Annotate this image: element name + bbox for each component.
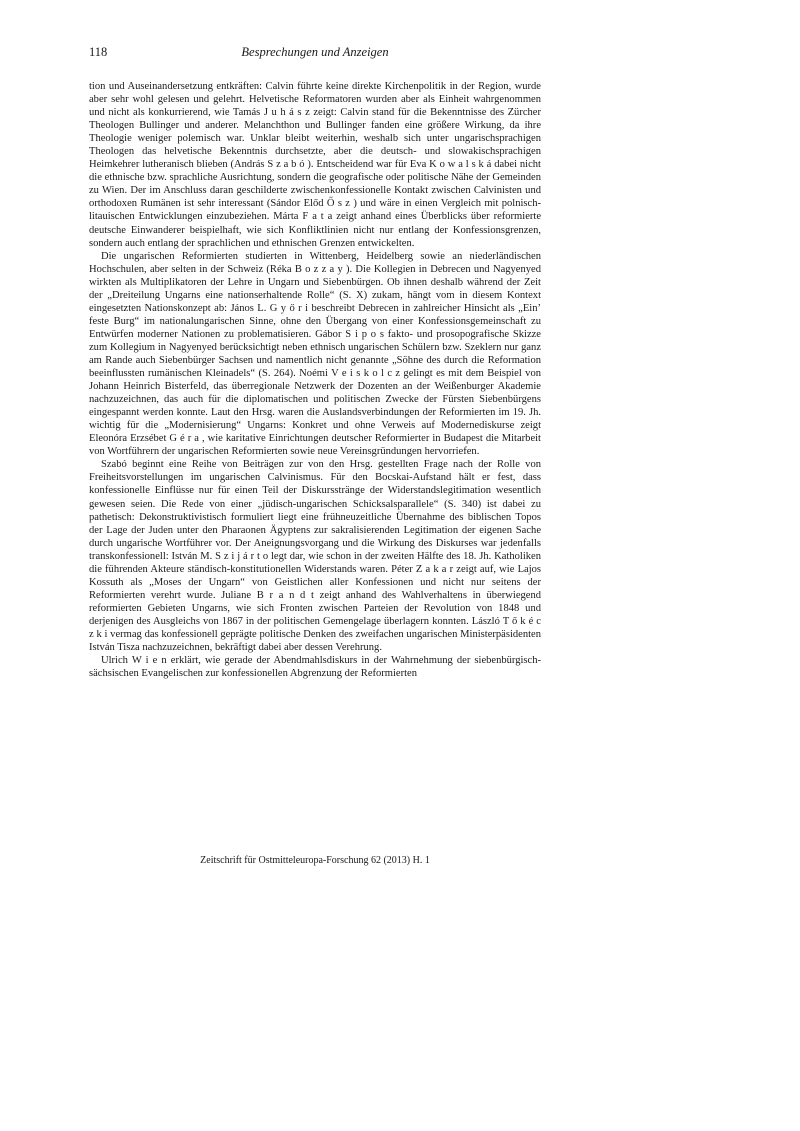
page-number: 118 [89, 45, 108, 59]
paragraph-3: Szabó beginnt eine Reihe von Beiträgen zur von den Hrsg. gestellten Frage nach der Rolle von Freiheitsvorstellungen im ungarischen Calvinismus. Für den Bocskai-Aufstand hält er fest, dass konfessionelle Einflüsse nur für einen Teil der Diskursstränge der Widerstandslegitimation wesentlich gewesen seien. Die Rede von einer „jüdisch-ungarischen Schicksalsparallele“ (S. 340) ist dabei zu pathetisch: Dekonstruktivistisch formuliert liegt eine frühneuzeitliche Übernahme des biblischen Topos der Lage der Juden unter den Pharaonen Ägyptens zur sakralisierenden Legitimation der eigenen Sache durch ungarische Wortführer vor. Der Aneignungsvorgang und die Wirkung des Diskurses war jedenfalls transkonfessionell: István M. S z i j á r t o legt dar, wie schon in der zweiten Hälfte des 18. Jh. Katholiken die führenden Akteure ständisch-konstitutionellen Widerstands waren. Péter Z a k a r zeigt auf, wie Lajos Kossuth als „Moses der Ungarn“ von Geistlichen aller Konfessionen und nicht nur seitens der Reformierten verehrt wurde. Juliane B r a n d t zeigt anhand des Wahlverhaltens in überwiegend reformierten Gebieten Ungarns, wie sich Fronten zwischen Parteien der Revolution von 1848 und derjenigen des Ausgleichs von 1867 in der politischen Gemengelage überlagern konnten. László T ő k é c z k i vermag das konfessionell geprägte politische Denken des zweifachen ungarischen Ministerpäsidenten István Tisza nachzuzeichnen, bekräftigt dabei aber dessen Verehrung. [89, 459, 541, 654]
paragraph-4: Ulrich W i e n erklärt, wie gerade der Abendmahlsdiskurs in der Wahrnehmung der siebenbürgisch-sächsischen Evangelischen zur konfessionellen Abgrenzung der Reformierten [89, 655, 541, 680]
running-header [89, 45, 541, 63]
paragraph-2: Die ungarischen Reformierten studierten in Wittenberg, Heidelberg sowie an niederländischen Hochschulen, aber selten in der Schweiz (Réka B o z z a y ). Die Kollegien in Debrecen und Nagyenyed wirkten als Multiplikatoren der Lehre in Ungarn und Siebenbürgen. Ob ihnen deshalb während der Zeit der „Dreiteilung Ungarns eine nationserhaltende Rolle“ (S. X) zukam, hängt vom in diesem Kontext eingesetzten Nationskonzept ab: János L. G y ő r i beschreibt Debrecen in zahlreicher Hinsicht als „Ein’ feste Burg“ im nationalungarischen Sinne, ohne den Übergang von einer Konfessionsgemeinschaft zu Entwürfen moderner Nationen zu problematisieren. Gábor S i p o s fakto- und prosopografische Skizze zum Kollegium in Nagyenyed berücksichtigt neben ethnisch ungarischen Schülern bzw. Szeklern nur ganz am Rande auch Siebenbürger Sachsen und namentlich nicht genannte „Söhne des durch die Reformation beeinflussten rumänischen Kleinadels“ (S. 264). Noémi V e i s k o l c z gelingt es mit dem Beispiel von Johann Heinrich Bisterfeld, das überregionale Netzwerk der Dozenten an der Weißenburger Akademie nachzuzeichnen, das auch für die diplomatischen und politischen Zwecke der Fürsten Siebenbürgens eingespannt werden konnte. Laut den Hrsg. waren die Auslandsverbindungen der Reformierten im 19. Jh. wichtig für die „Modernisierung“ Ungarns: Konkret und ohne Verweis auf Modernediskurse zeigt Eleonóra Erzsébet G é r a , wie karitative Einrichtungen deutscher Reformierter in Budapest die Mitarbeit von Wortführern der ungarischen Reformierten sowie neue Vereinsgründungen hervorriefen. [89, 250, 541, 458]
journal-footer: Zeitschrift für Ostmitteleuropa-Forschung 62 (2013) H. 1 [200, 855, 430, 866]
document-page [89, 45, 541, 866]
body-text [89, 80, 541, 680]
running-title: Besprechungen und Anzeigen [241, 45, 389, 59]
paragraph-1: tion und Auseinandersetzung entkräften: Calvin führte keine direkte Kirchenpolitik in der Region, wurde aber sehr wohl gelesen und gelehrt. Helvetische Reformatoren wurden aber als Einheit wahrgenommen und nicht als konkurrierend, wie Tamás J u h á s z zeigt: Calvin stand für die Bekenntnisse des Zürcher Theologen Bullinger und anderer. Melanchthon und Bullinger fanden eine größere Wirkung, da ihre Theologie weniger polemisch war. Unklar bleibt weiterhin, weshalb sich unter ungarischsprachigen Theologen das helvetische Bekenntnis durchsetzte, aber die deutsch- und slowakischsprachigen Heimkehrer lutheranisch blieben (András S z a b ó ). Entscheidend war für Eva K o w a l s k á dabei nicht die ethnische bzw. sprachliche Ausrichtung, sondern die geografische oder politische Nähe der Gemeinden zu Wien. Der im Anschluss daran geschilderte zwischenkonfessionelle Kontakt zwischen Calvinisten und orthodoxen Rumänen ist sehr interessant (Sándor Előd Ő s z ) und wäre in einen Vergleich mit polnisch-litauischen Entwicklungen einzubeziehen. Márta F a t a zeigt anhand eines Überblicks über reformierte deutsche Einwanderer beispielhaft, wie sich Konfliktlinien nicht nur entlang der Konfessionsgrenzen, sondern auch entlang der sprachlichen und ethnischen Grenzen entwickelten. [89, 81, 541, 249]
